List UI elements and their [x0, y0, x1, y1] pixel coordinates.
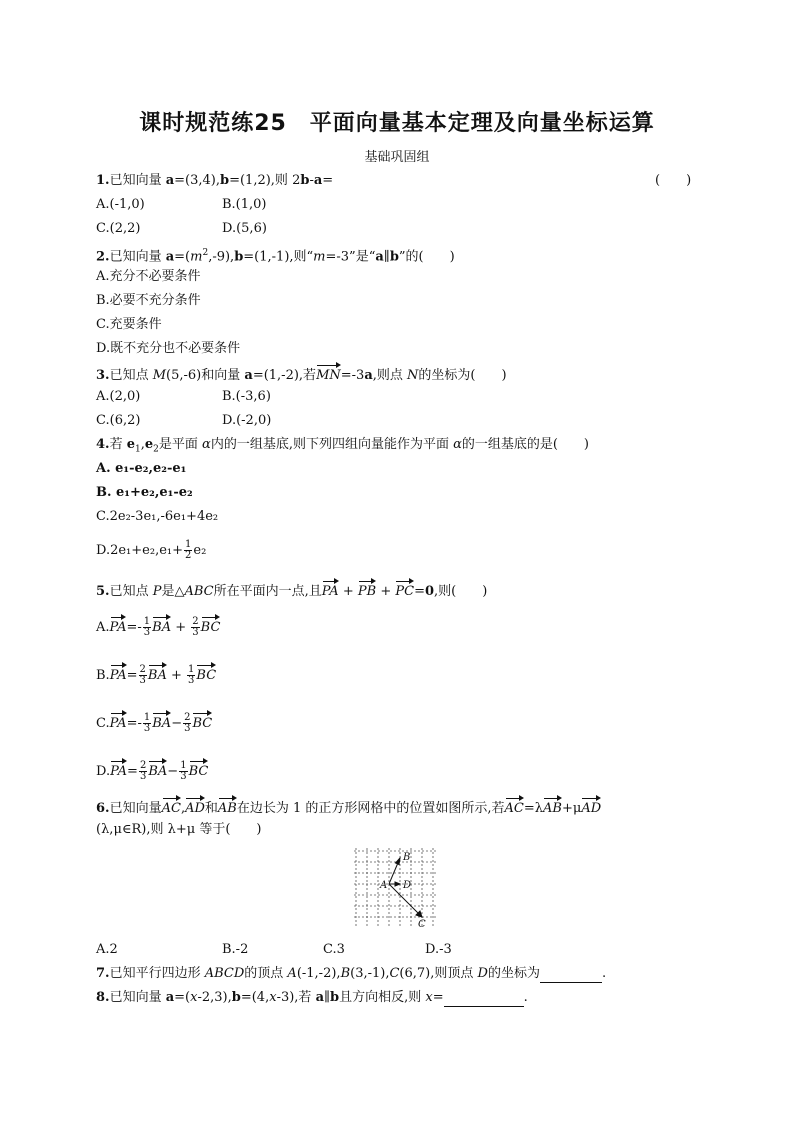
point-label-c: C: [418, 919, 426, 928]
option-c: C.2e₂-3e₁,-6e₁+4e₂: [96, 509, 219, 524]
answer-blank[interactable]: [540, 968, 602, 983]
question-2: 2.已知向量 $a=(m^2,-9),b=(1,-1)$,则“m=-3”是“a∥b”的( ): [96, 248, 455, 265]
option-d: D.既不充分也不必要条件: [96, 341, 241, 356]
option-a: A.PA=- $\frac{1}{3}$ BA + $\frac{2}{3}$ BC: [96, 616, 221, 638]
section-subtitle: 基础巩固组: [364, 150, 430, 165]
option-b: B.(1,0): [222, 197, 267, 212]
option-c: C.3: [323, 942, 345, 957]
option-a: A.(-1,0): [96, 197, 145, 212]
question-6: 6.已知向量AC,AD和AB在边长为 1 的正方形网格中的位置如图所示,若AC=λAB+μAD: [96, 797, 601, 818]
question-5: 5.已知点 P是△ABC所在平面内一点,且PA + PB + PC=0,则( ): [96, 580, 487, 601]
question-8: 8.已知向量 a=(x-2,3),b=(4,x-3),若 a∥b且方向相反,则 x= .: [96, 990, 528, 1005]
question-7: 7.已知平行四边形 ABCD的顶点 A(-1,-2),B(3,-1),C(6,7),则顶点 D的坐标为 .: [96, 966, 607, 981]
option-b: B.必要不充分条件: [96, 293, 201, 308]
answer-paren: ( ): [655, 173, 692, 188]
question-4: 4.若 $e_1,e_2$是平面 α内的一组基底,则下列四组向量能作为平面 α的一组基底的是( ): [96, 437, 590, 455]
option-c: C.(6,2): [96, 413, 141, 428]
option-c: C.充要条件: [96, 317, 162, 332]
option-a: A.(2,0): [96, 389, 141, 404]
option-a: A.2: [96, 942, 118, 957]
option-d: D.PA= $\frac{2}{3}$ BA− $\frac{1}{3}$ BC: [96, 760, 209, 782]
option-d: D.2e₁+e₂,e₁+ $\frac{1}{2}$ e₂: [96, 539, 207, 561]
option-a: A.充分不必要条件: [96, 269, 201, 284]
point-label-b: B: [403, 852, 411, 863]
question-1: 1.已知向量 a=(3,4),b=(1,2),则 2b-a=: [96, 173, 334, 188]
option-a: A. e₁-e₂,e₂-e₁: [96, 461, 187, 476]
option-b: B.(-3,6): [222, 389, 271, 404]
option-b: B.PA= $\frac{2}{3}$ BA + $\frac{1}{3}$ BC: [96, 664, 217, 686]
answer-blank[interactable]: [444, 992, 524, 1007]
vector-grid-figure: [352, 846, 440, 928]
option-b: B.-2: [222, 942, 249, 957]
point-label-a: A: [380, 880, 388, 891]
option-c: C.PA=- $\frac{1}{3}$ BA− $\frac{2}{3}$ BC: [96, 712, 213, 734]
question-6-line-2: (λ,μ∈R),则 λ+μ 等于( ): [96, 822, 262, 837]
question-3: 3.已知点 M(5,-6)和向量 a=(1,-2),若MN=-3a,则点 N的坐标为( ): [96, 364, 507, 385]
page-title: 课时规范练25 平面向量基本定理及向量坐标运算: [139, 111, 655, 136]
option-d: D.(5,6): [222, 221, 267, 236]
option-c: C.(2,2): [96, 221, 141, 236]
fraction: $\frac{1}{2}$: [185, 539, 192, 561]
option-b: B. e₁+e₂,e₁-e₂: [96, 485, 193, 500]
option-d: D.(-2,0): [222, 413, 272, 428]
option-d: D.-3: [425, 942, 452, 957]
point-label-d: D: [403, 880, 412, 891]
